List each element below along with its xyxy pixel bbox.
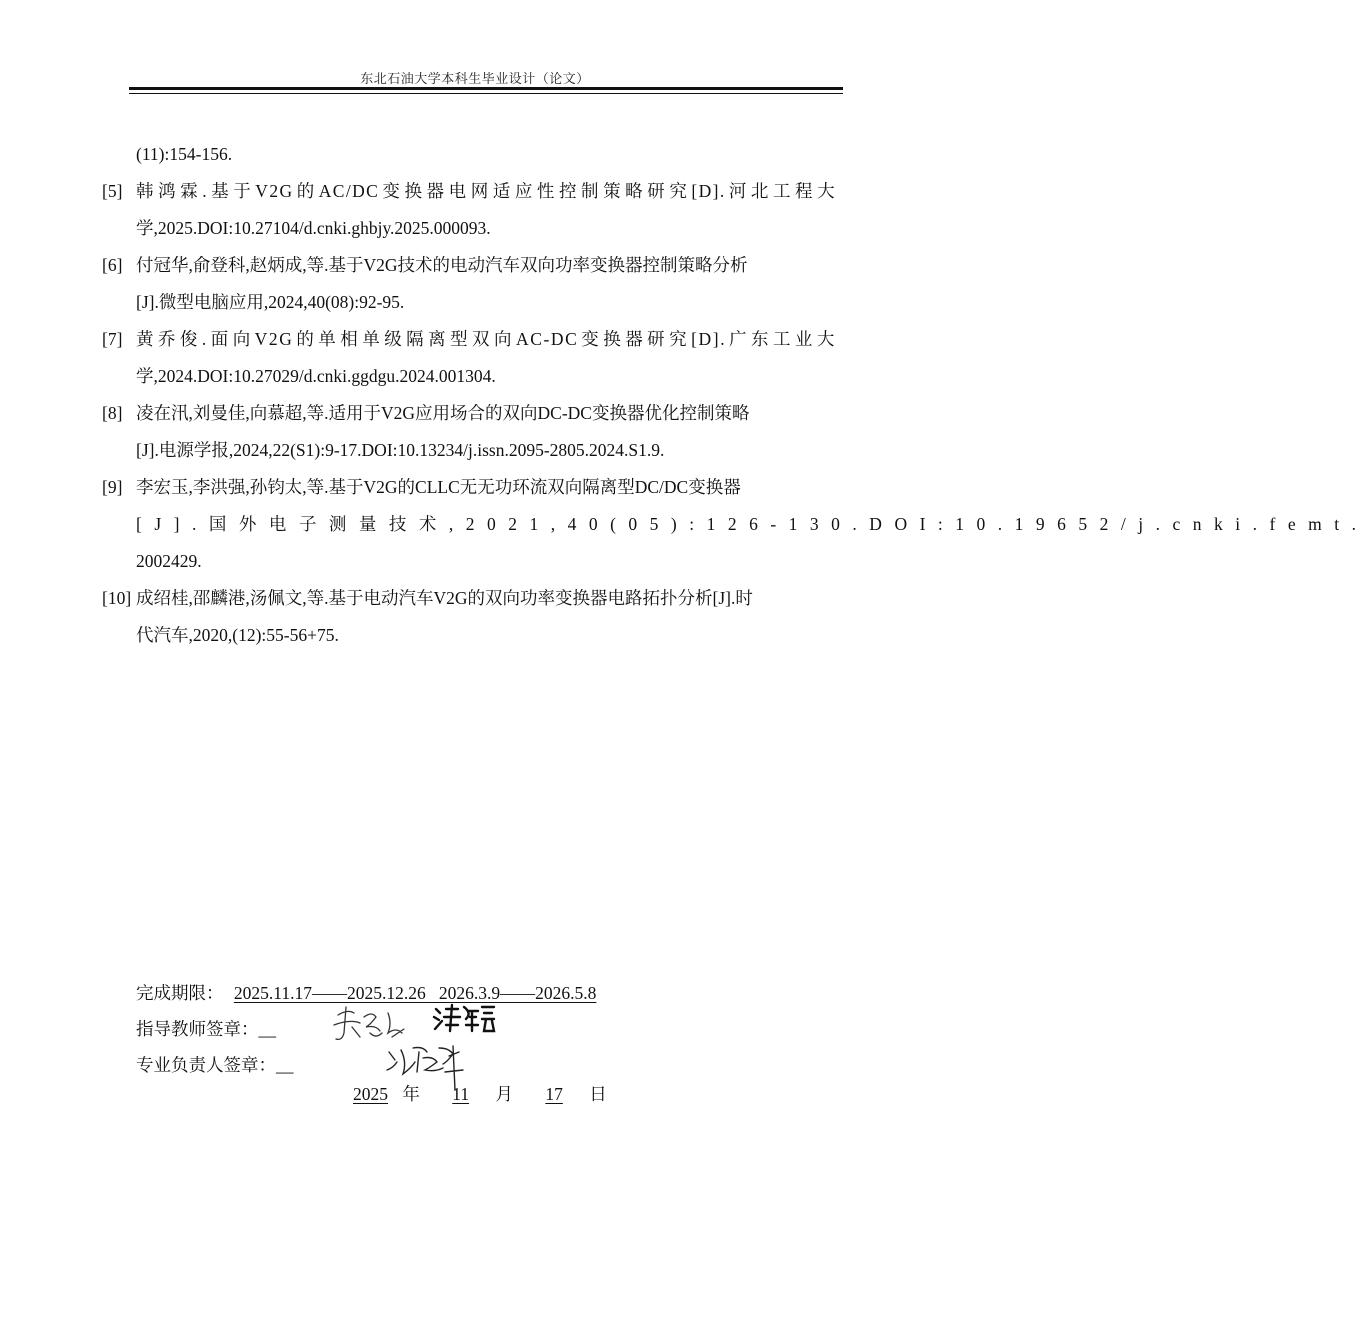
advisor-signature-1 [330,1003,410,1045]
reference-item [0,469,1368,580]
reference-line: [J].国外电子测量技术,2021,40(05):126-130.DOI:10.19652/j.cnki.femt. [136,514,1368,534]
reference-line: 付冠华,俞登科,赵炳成,等.基于V2G技术的电动汽车双向功率变换器控制策略分析 [136,255,748,275]
reference-line: [J].微型电脑应用,2024,40(08):92-95. [136,292,405,312]
reference-line: 黄乔俊.面向V2G的单相单级隔离型双向AC-DC变换器研究[D].广东工业大 [136,329,836,349]
reference-list [0,136,1368,654]
page-header-title: 东北石油大学本科生毕业设计（论文） [360,71,590,86]
period-value: 2025.11.17——2025.12.26 2026.3.9——2026.5.8 [233,983,597,1003]
head-row [136,1047,596,1083]
date-month-unit: 月 [495,1084,513,1104]
reference-line: [J].电源学报,2024,22(S1):9-17.DOI:10.13234/j.issn.2095-2805.2024.S1.9. [136,440,665,460]
head-blank: __ [276,1055,294,1075]
reference-line: 韩鸿霖.基于V2G的AC/DC变换器电网适应性控制策略研究[D].河北工程大 [136,181,836,201]
date-year-unit: 年 [402,1084,420,1104]
head-label: 专业负责人签章： [136,1055,276,1075]
reference-number: [10] [102,588,132,608]
reference-item [0,136,836,173]
reference-line: 凌在汛,刘曼佳,向慕超,等.适用于V2G应用场合的双向DC-DC变换器优化控制策略 [136,403,750,423]
reference-item [0,395,836,469]
reference-number: [9] [102,477,123,497]
reference-number: [7] [102,329,123,349]
date-day-unit: 日 [589,1084,607,1104]
reference-number: [8] [102,403,123,423]
reference-number: [5] [102,181,123,201]
reference-number: [6] [102,255,123,275]
period-label: 完成期限： [136,983,224,1003]
advisor-label: 指导教师签章： [136,1019,259,1039]
reference-line: 学,2025.DOI:10.27104/d.cnki.ghbjy.2025.000093. [136,218,491,238]
header-rule-thin [129,93,843,94]
advisor-blank: __ [258,1019,276,1039]
date-month: 11 [452,1084,470,1104]
reference-line: 李宏玉,李洪强,孙钧太,等.基于V2G的CLLC无无功环流双向隔离型DC/DC变换器 [136,477,741,497]
header-rule-thick [129,87,843,90]
reference-line: 成绍桂,邵麟港,汤佩文,等.基于电动汽车V2G的双向功率变换器电路拓扑分析[J].时 [136,588,753,608]
reference-line: 代汽车,2020,(12):55-56+75. [136,625,339,645]
advisor-signature-2 [432,1003,498,1035]
reference-item [0,580,836,654]
reference-item [0,173,836,247]
reference-line: (11):154-156. [136,144,233,164]
reference-item [0,321,836,395]
head-signature [383,1042,469,1094]
date-year: 2025 [353,1084,388,1104]
reference-line: 2002429. [136,551,202,571]
reference-line: 学,2024.DOI:10.27029/d.cnki.ggdgu.2024.001304. [136,366,496,386]
date-day: 17 [545,1084,563,1104]
reference-item [0,247,836,321]
